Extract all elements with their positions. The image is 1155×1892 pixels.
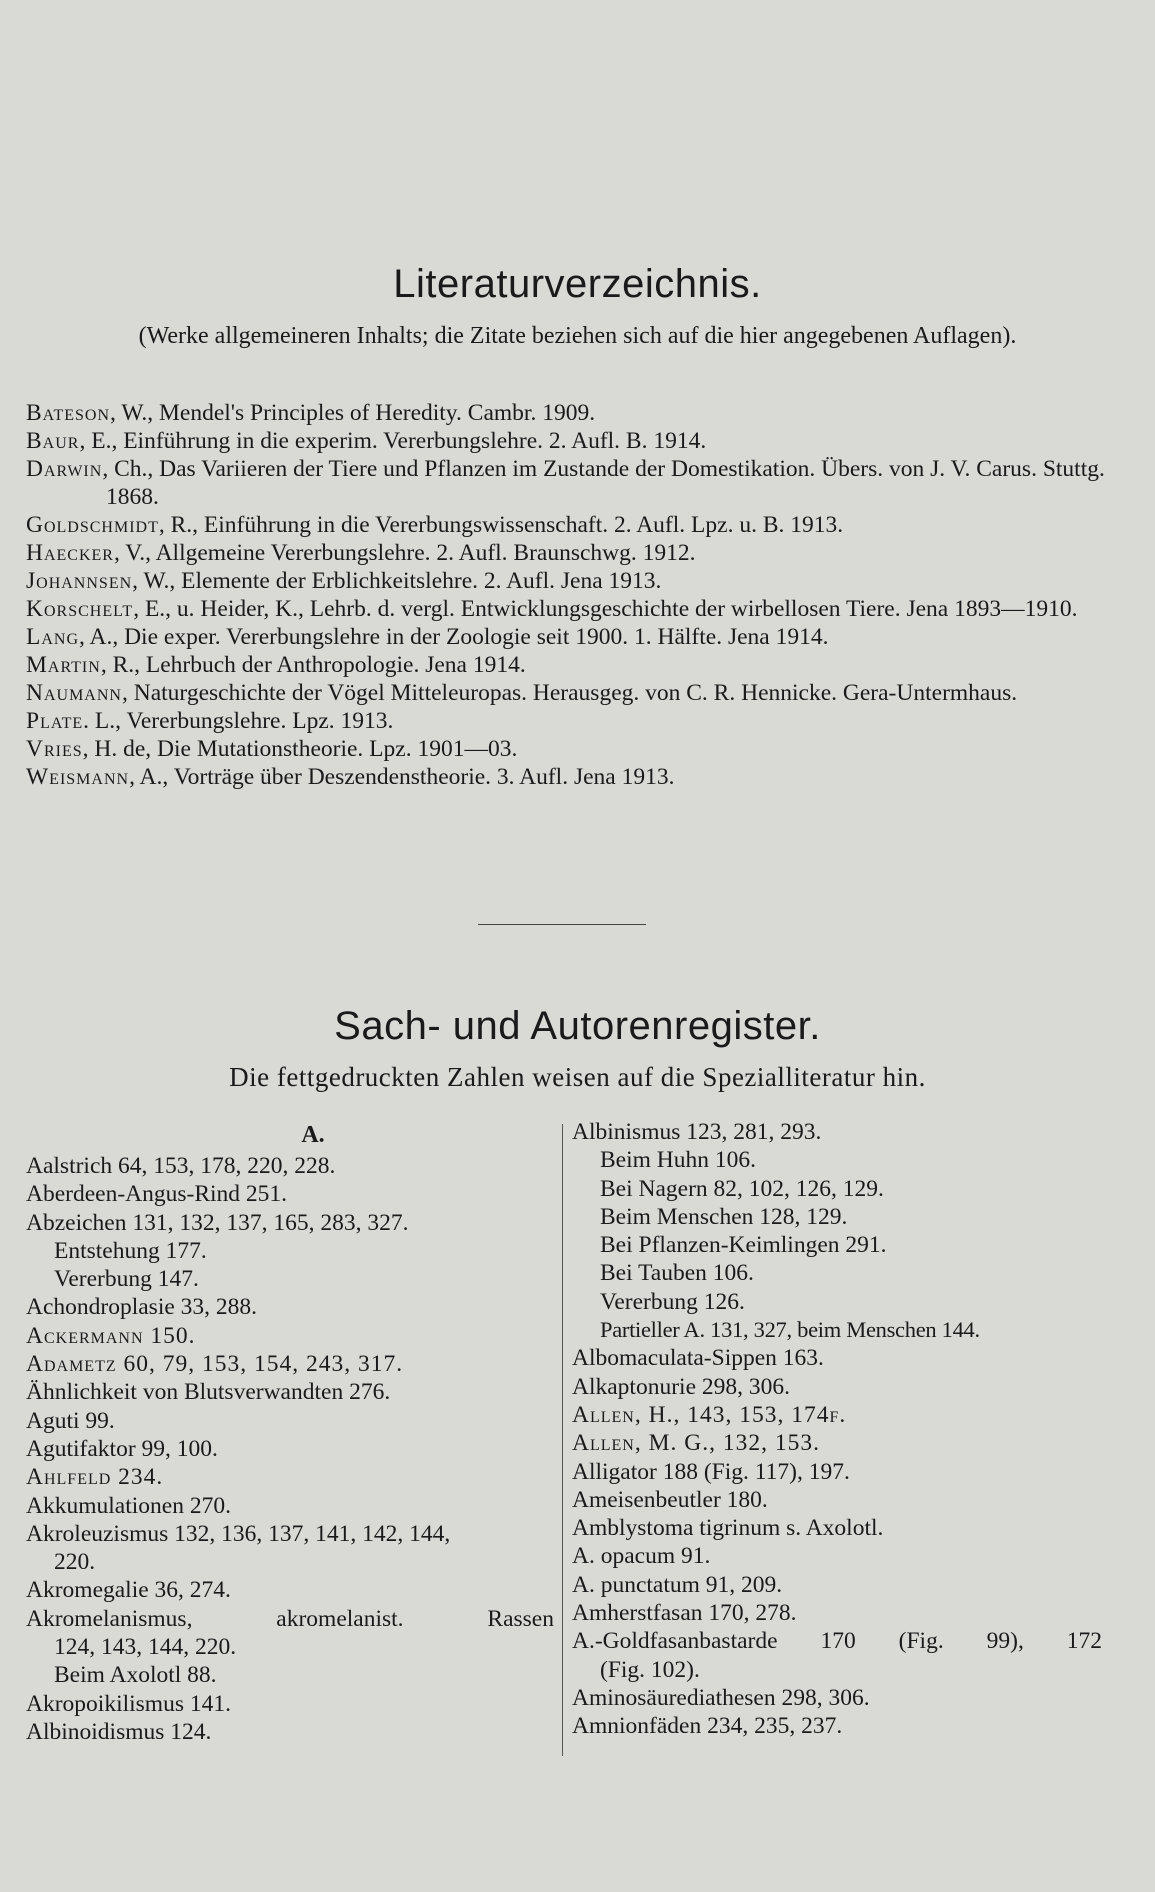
index-subentry: Partieller A. 131, 327, beim Menschen 144. xyxy=(600,1317,980,1343)
author-name: Baur xyxy=(26,428,80,454)
author-name: Darwin xyxy=(26,456,103,482)
index-entry-continuation: (Fig. 102). xyxy=(600,1656,700,1683)
index-entry: Aminosäurediathesen 298, 306. xyxy=(572,1684,870,1711)
author-name: Bateson xyxy=(26,400,111,426)
index-entry: A. punctatum 91, 209. xyxy=(572,1571,783,1598)
author-name: Goldschmidt xyxy=(26,512,159,538)
index-subentry: Beim Huhn 106. xyxy=(600,1147,757,1174)
index-entry-continuation: 124, 143, 144, 220. xyxy=(54,1634,237,1661)
literatur-entry: Weismann, A., Vorträge über Deszendenstheorie. 3. Aufl. Jena 1913. xyxy=(26,764,675,790)
index-entry: A.-Goldfasanbastarde 170 (Fig. 99), 172 xyxy=(572,1628,1102,1655)
index-entry: Aguti 99. xyxy=(26,1407,115,1434)
index-subentry: Beim Menschen 128, 129. xyxy=(600,1203,848,1230)
index-entry: Akromelanismus, akromelanist. Rassen xyxy=(26,1605,554,1632)
index-entry-author: Ahlfeld 234. xyxy=(26,1464,164,1491)
index-entry: A. opacum 91. xyxy=(572,1543,711,1570)
literatur-entry: Lang, A., Die exper. Vererbungslehre in der Zoologie seit 1900. 1. Hälfte. Jena 1914. xyxy=(26,624,829,650)
literatur-entry: Johannsen, W., Elemente der Erblichkeitslehre. 2. Aufl. Jena 1913. xyxy=(26,568,662,594)
index-entry-author: Allen, H., 143, 153, 174f. xyxy=(572,1401,847,1428)
index-subentry: Bei Nagern 82, 102, 126, 129. xyxy=(600,1175,884,1202)
index-entry: Achondroplasie 33, 288. xyxy=(26,1294,258,1321)
index-entry: Alligator 188 (Fig. 117), 197. xyxy=(572,1458,850,1485)
index-subentry: Vererbung 147. xyxy=(54,1266,199,1293)
index-entry-author: Ackermann 150. xyxy=(26,1322,196,1349)
register-subtitle: Die fettgedruckten Zahlen weisen auf die Spezialliteratur hin. xyxy=(229,1062,926,1092)
author-name: Haecker xyxy=(26,540,114,566)
index-entry: Albinoidismus 124. xyxy=(26,1718,212,1745)
index-entry: Albinismus 123, 281, 293. xyxy=(572,1119,822,1145)
literatur-entry: Goldschmidt, R., Einführung in die Vererbungswissenschaft. 2. Aufl. Lpz. u. B. 1913. xyxy=(26,512,844,538)
author-name: Weismann xyxy=(26,764,130,790)
index-entry: Akroleuzismus 132, 136, 137, 141, 142, 144, xyxy=(26,1520,451,1547)
literatur-entry: Bateson, W., Mendel's Principles of Heredity. Cambr. 1909. xyxy=(26,400,596,426)
literatur-entry: Haecker, V., Allgemeine Vererbungslehre. 2. Aufl. Braunschwg. 1912. xyxy=(26,540,696,566)
literatur-entry: Darwin, Ch., Das Variieren der Tiere und Pflanzen im Zustande der Domestikation. Übers. von J. V. Carus. Stuttg. 1868. xyxy=(26,456,1105,510)
author-name: Martin xyxy=(26,652,101,678)
index-entry: Amherstfasan 170, 278. xyxy=(572,1600,797,1627)
literatur-subtitle: (Werke allgemeineren Inhalts; die Zitate beziehen sich auf die hier angegebenen Auflagen). xyxy=(138,323,1017,349)
index-entry: Agutifaktor 99, 100. xyxy=(26,1435,218,1462)
index-entry-continuation: 220. xyxy=(54,1549,96,1576)
author-name: Johannsen xyxy=(26,568,133,594)
author-name: Naumann xyxy=(26,680,122,706)
index-entry: Aalstrich 64, 153, 178, 220, 228. xyxy=(26,1153,336,1179)
register-column-right xyxy=(572,1118,1102,1741)
index-entry-author: Allen, M. G., 132, 153. xyxy=(572,1430,820,1457)
literatur-entry: Vries, H. de, Die Mutationstheorie. Lpz. 1901—03. xyxy=(26,736,518,762)
index-entry: Albomaculata-Sippen 163. xyxy=(572,1345,824,1372)
index-entry: Akropoikilismus 141. xyxy=(26,1690,231,1717)
author-name: Korschelt xyxy=(26,596,134,622)
author-name: Lang xyxy=(26,624,80,650)
literatur-entry: Korschelt, E., u. Heider, K., Lehrb. d. vergl. Entwicklungsgeschichte der wirbellosen Tiere. Jena 1893—1910. xyxy=(26,596,1078,622)
index-subentry: Bei Pflanzen-Keimlingen 291. xyxy=(600,1232,887,1259)
index-entry-author: Adametz 60, 79, 153, 154, 243, 317. xyxy=(26,1351,404,1378)
index-entry: Akkumulationen 270. xyxy=(26,1492,231,1519)
literatur-entry: Naumann, Naturgeschichte der Vögel Mitteleuropas. Herausgeg. von C. R. Hennicke. Gera-Untermhaus. xyxy=(26,680,1018,706)
index-subentry: Bei Tauben 106. xyxy=(600,1260,754,1287)
index-subentry: Beim Axolotl 88. xyxy=(54,1662,217,1689)
index-entry: Amnionfäden 234, 235, 237. xyxy=(572,1713,843,1740)
register-title: Sach- und Autorenregister. xyxy=(334,1004,821,1048)
section-divider xyxy=(478,924,646,925)
index-entry: Aberdeen-Angus-Rind 251. xyxy=(26,1181,288,1208)
index-subentry: Vererbung 126. xyxy=(600,1288,745,1315)
index-subentry: Entstehung 177. xyxy=(54,1237,207,1264)
literatur-entry: Plate. L., Vererbungslehre. Lpz. 1913. xyxy=(26,708,394,734)
literatur-entry: Martin, R., Lehrbuch der Anthropologie. Jena 1914. xyxy=(26,652,526,678)
author-name: Plate xyxy=(26,708,84,734)
author-name: Vries xyxy=(26,736,83,762)
literatur-title: Literaturverzeichnis. xyxy=(393,262,762,306)
column-rule xyxy=(562,1124,563,1756)
literatur-entry: Baur, E., Einführung in die experim. Vererbungslehre. 2. Aufl. B. 1914. xyxy=(26,428,707,454)
index-entry: Ameisenbeutler 180. xyxy=(572,1486,768,1513)
index-entry: Akromegalie 36, 274. xyxy=(26,1577,231,1604)
register-column-left xyxy=(26,1118,554,1746)
index-entry: Ähnlichkeit von Blutsverwandten 276. xyxy=(26,1379,391,1406)
index-entry: Abzeichen 131, 132, 137, 165, 283, 327. xyxy=(26,1209,409,1236)
index-entry: Alkaptonurie 298, 306. xyxy=(572,1373,790,1400)
letter-heading: A. xyxy=(301,1122,325,1148)
literatur-list xyxy=(26,399,1116,791)
index-entry: Amblystoma tigrinum s. Axolotl. xyxy=(572,1515,884,1542)
